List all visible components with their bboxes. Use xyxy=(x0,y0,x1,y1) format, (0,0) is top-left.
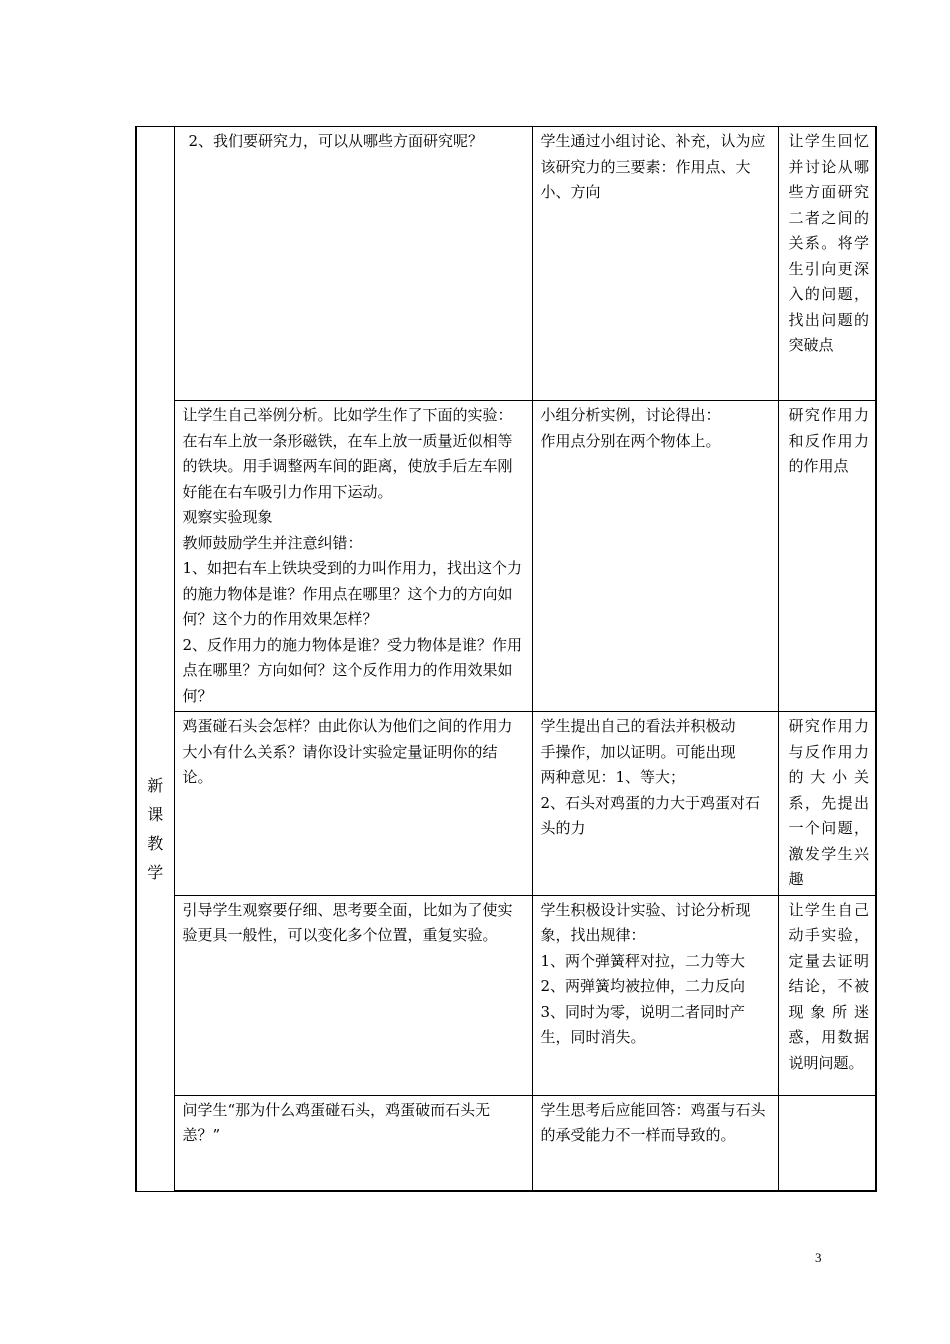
teacher-activity-cell xyxy=(174,712,532,896)
table-row xyxy=(136,1095,876,1191)
table-row xyxy=(136,127,876,401)
page-number: 3 xyxy=(815,1250,822,1265)
section-label-char: 教 xyxy=(147,833,164,853)
teacher-activity-text: 2、我们要研究力，可以从哪些方面研究呢？ xyxy=(188,132,484,150)
student-activity-text: 学生思考后应能回答：鸡蛋与石头的承受能力不一样而导致的。 xyxy=(540,1100,766,1144)
table-row xyxy=(136,401,876,712)
section-label-char: 新 xyxy=(147,775,164,795)
student-activity-cell xyxy=(532,401,778,712)
section-label-char: 课 xyxy=(147,804,164,824)
design-intent-text: 让学生回忆并讨论从哪些方面研究二者之间的关系。将学生引向更深入的问题，找出问题的突破点 xyxy=(788,132,869,354)
student-activity-cell xyxy=(532,712,778,896)
design-intent-cell xyxy=(778,712,876,896)
section-label-cell xyxy=(136,127,174,1192)
student-activity-text: 学生积极设计实验、讨论分析现象，找出规律： 1、两个弹簧秤对拉，二力等大 2、两弹簧均被拉伸，二力反向 3、同时为零，说明二者同时产生，同时消失。 xyxy=(540,900,751,1046)
teacher-activity-cell xyxy=(174,895,532,1095)
design-intent-text: 研究作用力与反作用力的大小关系，先提出一个问题，激发学生兴趣 xyxy=(788,717,869,888)
teacher-activity-cell xyxy=(174,127,532,401)
teacher-activity-cell xyxy=(174,401,532,712)
design-intent-cell xyxy=(778,127,876,401)
student-activity-cell xyxy=(532,895,778,1095)
student-activity-text: 学生提出自己的看法并积极动 手操作，加以证明。可能出现 两种意见：1、等大； 2、石头对鸡蛋的力大于鸡蛋对石头的力 xyxy=(540,717,761,837)
teacher-activity-text: 引导学生观察要仔细、思考要全面，比如为了使实验更具一般性，可以变化多个位置，重复实验。 xyxy=(182,900,513,944)
teacher-activity-text: 问学生“那为什么鸡蛋碰石头，鸡蛋破而石头无恙？” xyxy=(182,1100,491,1144)
teacher-activity-text: 让学生自己举例分析。比如学生作了下面的实验：在右车上放一条形磁铁，在车上放一质量近似相等的铁块。用手调整两车间的距离，使放手后左车刚好能在右车吸引力作用下运动。 观察实验现象 教师鼓励学生并注意纠错： 1、如把右车上铁块受到的力叫作用力，找出这个力的施力物体是谁？作用点在哪里？这个力的方向如何？这个力的作用效果怎样？ 2、反作用力的施力物体是谁？受力物体是谁？作用点在哪里？方向如何？这个反作用力的作用效果如何？ xyxy=(182,406,523,705)
design-intent-cell xyxy=(778,401,876,712)
section-label-char: 学 xyxy=(147,862,164,882)
design-intent-text xyxy=(779,1096,876,1100)
design-intent-text: 研究作用力和反作用力的作用点 xyxy=(788,406,869,475)
design-intent-cell xyxy=(778,895,876,1095)
teacher-activity-cell xyxy=(174,1095,532,1191)
teacher-activity-text: 鸡蛋碰石头会怎样？由此你认为他们之间的作用力大小有什么关系？请你设计实验定量证明你的结论。 xyxy=(182,717,513,786)
lesson-plan-table xyxy=(135,126,877,1192)
design-intent-cell xyxy=(778,1095,876,1191)
table-row xyxy=(136,712,876,896)
section-label xyxy=(137,431,174,887)
student-activity-cell xyxy=(532,127,778,401)
table-row xyxy=(136,895,876,1095)
design-intent-text: 让学生自己动手实验，定量去证明结论，不被现象所迷惑，用数据说明问题。 xyxy=(788,900,869,1072)
student-activity-text: 小组分析实例，讨论得出： 作用点分别在两个物体上。 xyxy=(540,406,721,450)
student-activity-text: 学生通过小组讨论、补充，认为应该研究力的三要素：作用点、大小、方向 xyxy=(540,132,766,201)
student-activity-cell xyxy=(532,1095,778,1191)
